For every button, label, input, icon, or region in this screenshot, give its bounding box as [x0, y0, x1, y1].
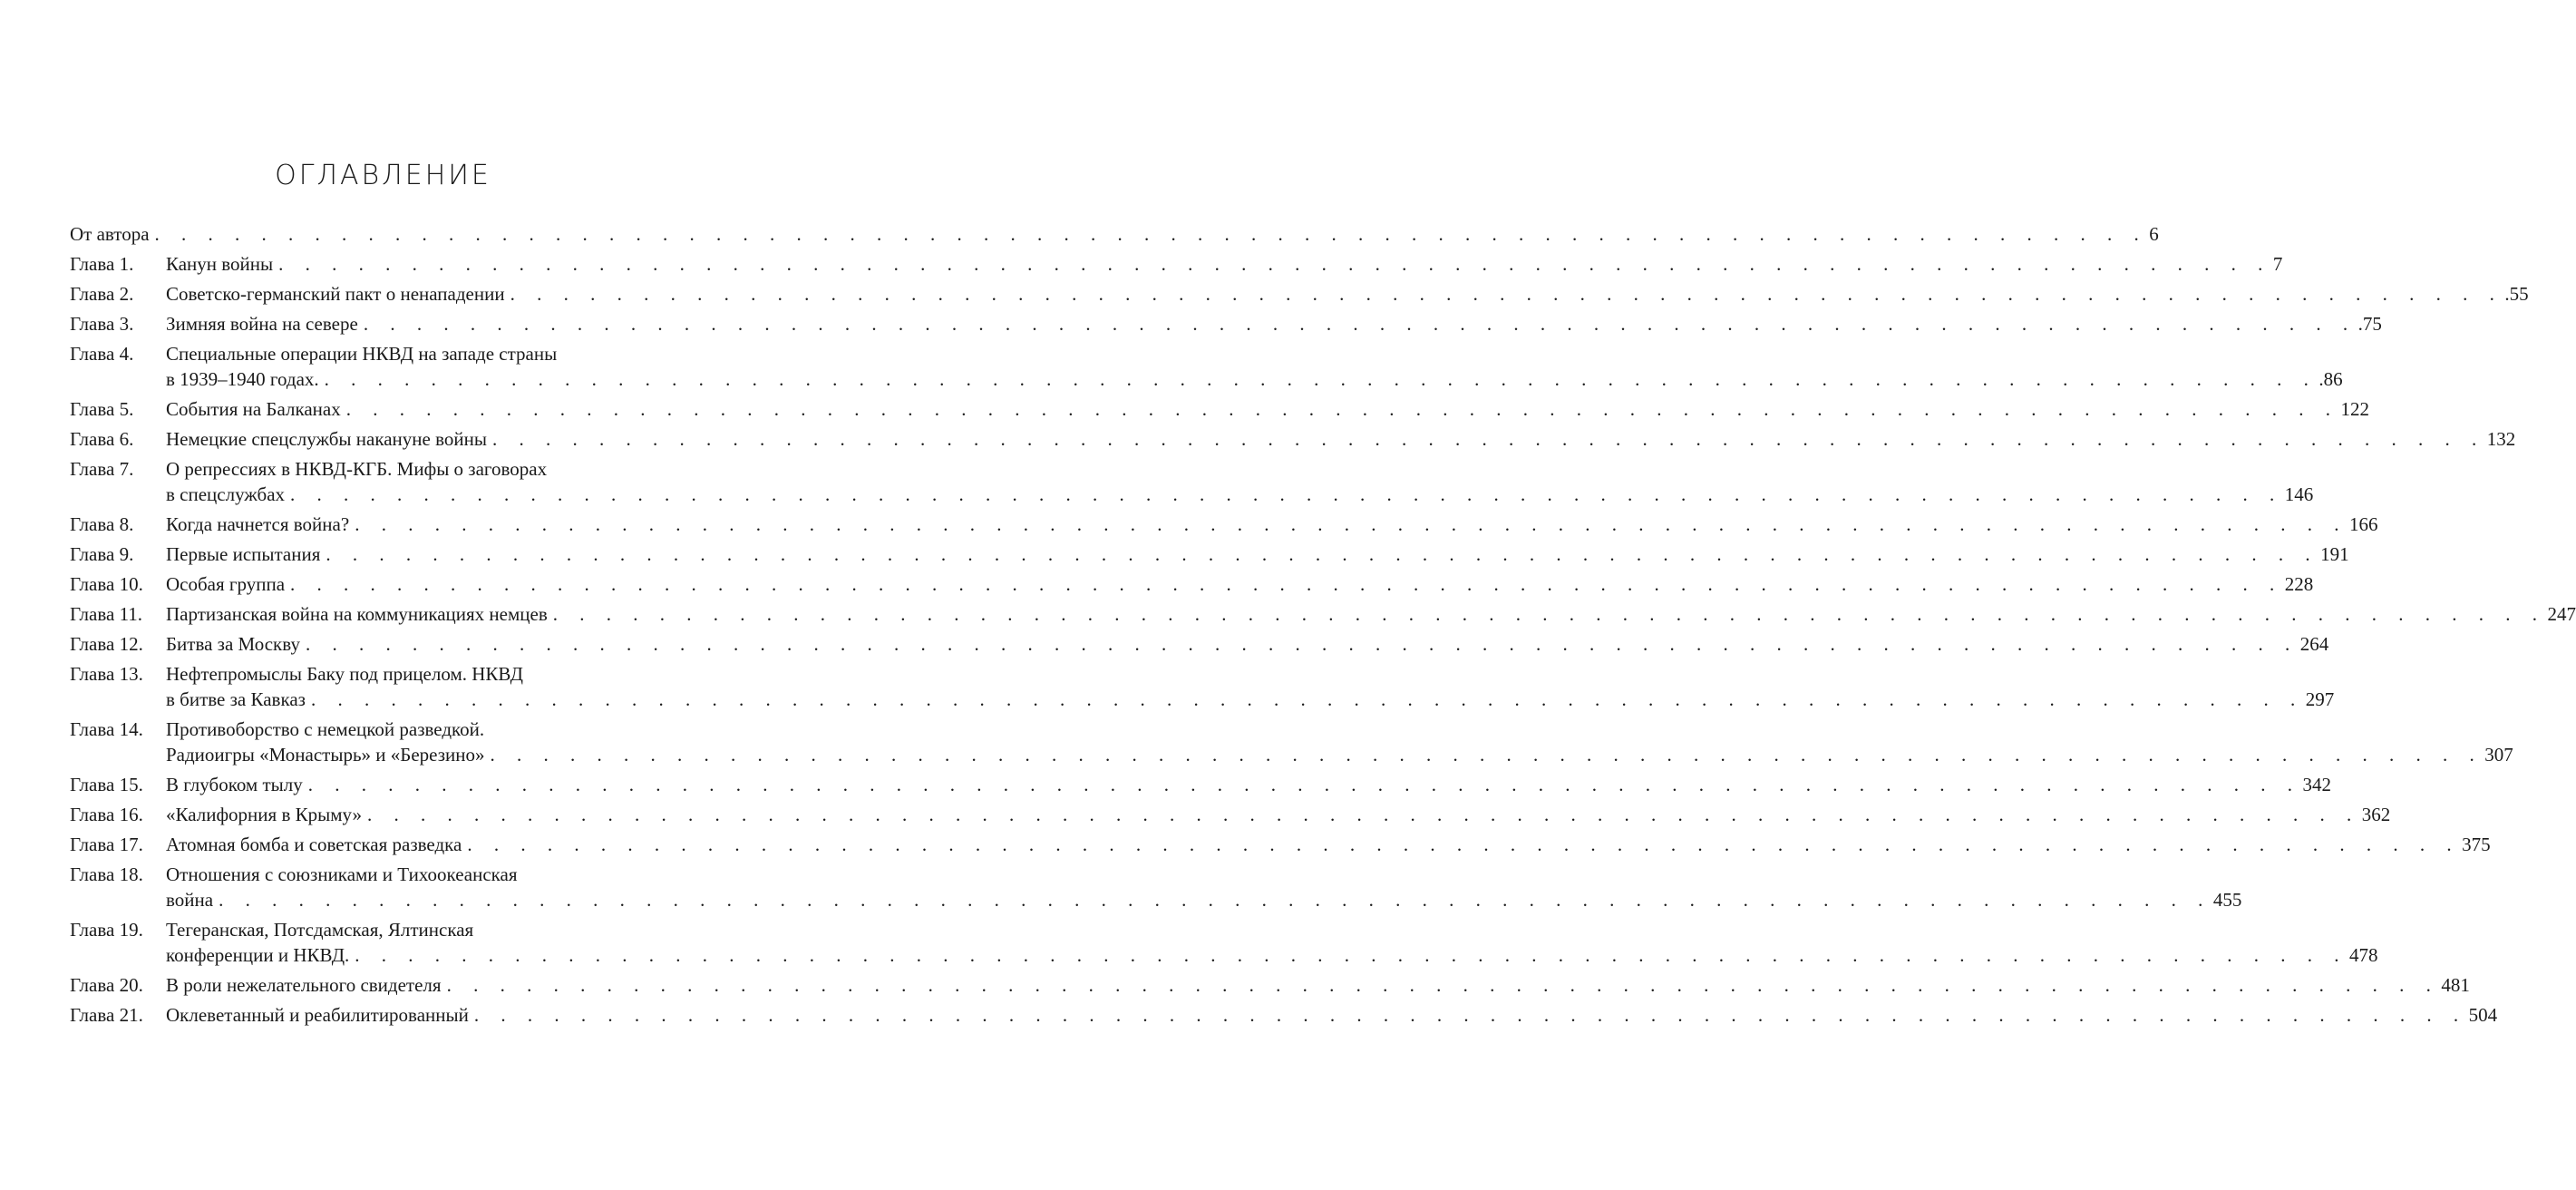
page-title: ОГЛАВЛЕНИЕ [275, 160, 491, 191]
dot-leader: . . . . . . . . . . . . . . . . . . . . . . . . . . . . . . . . . . . . . . . . . . . . . . . . . . . . . . . . . . . . . . . . . . . . . . . . . . . [552, 603, 2546, 625]
toc-entry[interactable] [70, 717, 2513, 767]
page-number: 191 [2320, 543, 2349, 565]
toc-entry-title [166, 1002, 2498, 1028]
toc-entry[interactable] [70, 341, 2343, 392]
title-line: Противоборство с немецкой разведкой. [166, 718, 485, 740]
chapter-number: Глава 7. [70, 458, 134, 480]
page-number: .55 [2504, 283, 2529, 305]
chapter-number: Глава 3. [70, 313, 134, 335]
title-line: От автора [70, 223, 150, 245]
toc-entry[interactable] [70, 251, 2283, 277]
toc-entry[interactable] [70, 512, 2378, 537]
title-line: Оклеветанный и реабилитированный [166, 1004, 469, 1026]
title-line: Когда начнется война? [166, 513, 350, 535]
dot-leader: . . . . . . . . . . . . . . . . . . . . . . . . . . . . . . . . . . . . . . . . . . . . . . . . . . . . . . . . . . . . . . . . . . . . . . . . . . . [290, 573, 2283, 595]
toc-entry-title [166, 661, 2335, 712]
title-last-line [166, 541, 2349, 567]
page-number: .86 [2318, 368, 2343, 390]
title-line: События на Балканах [166, 398, 341, 420]
toc-entry-title [166, 456, 2314, 507]
dot-leader: . . . . . . . . . . . . . . . . . . . . . . . . . . . . . . . . . . . . . . . . . . . . . . . . . . . . . . . . . . . . . . . . . . . . . . . . . . . [363, 313, 2357, 335]
title-last-line [166, 601, 2576, 627]
title-last-line [166, 972, 2470, 998]
page-number: 297 [2305, 688, 2335, 710]
title-last-line [166, 1002, 2498, 1028]
chapter-number: Глава 11. [70, 603, 143, 625]
chapter-number: Глава 5. [70, 398, 134, 420]
toc-entry[interactable] [70, 862, 2242, 912]
toc-entry-title [166, 832, 2491, 857]
dot-leader: . . . . . . . . . . . . . . . . . . . . . . . . . . . . . . . . . . . . . . . . . . . . . . . . . . . . . . . . . . . . . . . . . . . . . . . . . . . [473, 1004, 2467, 1026]
page-number: 478 [2349, 944, 2378, 966]
dot-leader: . . . . . . . . . . . . . . . . . . . . . . . . . . . . . . . . . . . . . . . . . . . . . . . . . . . . . . . . . . . . . . . . . . . . . . . . . . . [219, 889, 2211, 911]
toc-entry[interactable] [70, 832, 2491, 857]
page-number: 7 [2272, 253, 2283, 275]
chapter-number: Глава 9. [70, 543, 134, 565]
title-line: Канун войны [166, 253, 274, 275]
chapter-number: Глава 8. [70, 513, 134, 535]
toc-entry-title [166, 601, 2576, 627]
title-line: Партизанская война на коммуникациях немцев [166, 603, 548, 625]
title-line: Отношения с союзниками и Тихоокеанская [166, 863, 518, 885]
title-line: О репрессиях в НКВД-КГБ. Мифы о заговорах [166, 458, 548, 480]
page-number: 264 [2299, 633, 2329, 655]
title-line: в спецслужбах [166, 483, 286, 505]
chapter-number: Глава 15. [70, 774, 143, 795]
chapter-number: Глава 17. [70, 834, 143, 855]
page-number: 481 [2441, 974, 2470, 996]
chapter-number: Глава 13. [70, 663, 143, 685]
toc-entry-title [166, 862, 2242, 912]
dot-leader: . . . . . . . . . . . . . . . . . . . . . . . . . . . . . . . . . . . . . . . . . . . . . . . . . . . . . . . . . . . . . . . . . . . . . . . . . . . [345, 398, 2339, 420]
page-number: 307 [2484, 744, 2513, 766]
title-last-line [166, 631, 2329, 657]
toc-entry[interactable] [70, 396, 2369, 422]
dot-leader: . . . . . . . . . . . . . . . . . . . . . . . . . . . . . . . . . . . . . . . . . . . . . . . . . . . . . . . . . . . . . . . . . . . . . . . . . . . [355, 944, 2348, 966]
title-last-line [166, 832, 2491, 857]
toc-entry-title [166, 772, 2331, 797]
page-number: 146 [2284, 483, 2314, 505]
chapter-number: Глава 1. [70, 253, 134, 275]
chapter-number: Глава 2. [70, 283, 134, 305]
title-line: Советско-германский пакт о ненападении [166, 283, 505, 305]
dot-leader: . . . . . . . . . . . . . . . . . . . . . . . . . . . . . . . . . . . . . . . . . . . . . . . . . . . . . . . . . . . . . . . . . . . . . . . . . . . [326, 543, 2319, 565]
dot-leader: . . . . . . . . . . . . . . . . . . . . . . . . . . . . . . . . . . . . . . . . . . . . . . . . . . . . . . . . . . . . . . . . . . . . . . . . . . . [355, 513, 2348, 535]
page-number: 455 [2212, 889, 2242, 911]
title-last-line [166, 281, 2529, 307]
chapter-number: Глава 12. [70, 633, 143, 655]
title-last-line [166, 512, 2378, 537]
chapter-number: Глава 10. [70, 573, 143, 595]
chapter-number: Глава 20. [70, 974, 143, 996]
chapter-number: Глава 16. [70, 804, 143, 825]
toc-entry-title [166, 802, 2391, 827]
title-last-line [166, 802, 2391, 827]
title-last-line [166, 251, 2283, 277]
dot-leader: . . . . . . . . . . . . . . . . . . . . . . . . . . . . . . . . . . . . . . . . . . . . . . . . . . . . . . . . . . . . . . . . . . . . . . . . . . . [290, 483, 2283, 505]
dot-leader: . . . . . . . . . . . . . . . . . . . . . . . . . . . . . . . . . . . . . . . . . . . . . . . . . . . . . . . . . . . . . . . . . . . . . . . . . . . [467, 834, 2461, 855]
title-line: Радиоигры «Монастырь» и «Березино» [166, 744, 485, 766]
title-line: Немецкие спецслужбы накануне войны [166, 428, 487, 450]
toc-entry[interactable] [70, 541, 2349, 567]
toc-entry[interactable] [70, 601, 2576, 627]
chapter-number: Глава 14. [70, 718, 143, 740]
title-last-line [166, 742, 2513, 767]
page-number: 122 [2340, 398, 2369, 420]
toc-entry[interactable] [70, 772, 2331, 797]
title-last-line [166, 482, 2314, 507]
title-last-line [166, 772, 2331, 797]
page-number: 132 [2486, 428, 2516, 450]
table-of-contents [70, 221, 2576, 1032]
title-last-line [166, 887, 2242, 912]
toc-entry-title [166, 512, 2378, 537]
chapter-number: Глава 19. [70, 919, 143, 941]
toc-entry-title [166, 396, 2369, 422]
toc-entry[interactable] [70, 972, 2470, 998]
toc-entry[interactable] [70, 631, 2329, 657]
page-number: .75 [2357, 313, 2382, 335]
toc-entry[interactable] [70, 426, 2516, 452]
toc-entry[interactable] [70, 661, 2335, 712]
title-line: Первые испытания [166, 543, 321, 565]
title-last-line [166, 311, 2382, 337]
toc-entry-title [166, 311, 2382, 337]
dot-leader: . . . . . . . . . . . . . . . . . . . . . . . . . . . . . . . . . . . . . . . . . . . . . . . . . . . . . . . . . . . . . . . . . . . . . . . . . . . [154, 223, 2148, 245]
chapter-number: Глава 6. [70, 428, 134, 450]
title-line: Атомная бомба и советская разведка [166, 834, 462, 855]
title-line: «Калифорния в Крыму» [166, 804, 363, 825]
toc-entry[interactable] [70, 802, 2391, 827]
dot-leader: . . . . . . . . . . . . . . . . . . . . . . . . . . . . . . . . . . . . . . . . . . . . . . . . . . . . . . . . . . . . . . . . . . . . . . . . . . . [305, 633, 2299, 655]
dot-leader: . . . . . . . . . . . . . . . . . . . . . . . . . . . . . . . . . . . . . . . . . . . . . . . . . . . . . . . . . . . . . . . . . . . . . . . . . . . [367, 804, 2360, 825]
chapter-number: Глава 18. [70, 863, 143, 885]
title-last-line [166, 571, 2314, 597]
dot-leader: . . . . . . . . . . . . . . . . . . . . . . . . . . . . . . . . . . . . . . . . . . . . . . . . . . . . . . . . . . . . . . . . . . . . . . . . . . . [324, 368, 2318, 390]
title-line: Тегеранская, Потсдамская, Ялтинская [166, 919, 474, 941]
title-line: война [166, 889, 214, 911]
toc-entry-title [166, 251, 2283, 277]
toc-entry-title [166, 717, 2513, 767]
dot-leader: . . . . . . . . . . . . . . . . . . . . . . . . . . . . . . . . . . . . . . . . . . . . . . . . . . . . . . . . . . . . . . . . . . . . . . . . . . . [491, 428, 2485, 450]
title-last-line [166, 366, 2343, 392]
toc-entry[interactable] [70, 281, 2529, 307]
chapter-number: Глава 4. [70, 343, 134, 365]
dot-leader: . . . . . . . . . . . . . . . . . . . . . . . . . . . . . . . . . . . . . . . . . . . . . . . . . . . . . . . . . . . . . . . . . . . . . . . . . . . [490, 744, 2484, 766]
title-last-line [166, 426, 2516, 452]
title-last-line [70, 221, 2159, 247]
title-last-line [166, 942, 2378, 968]
page-number: 247 [2547, 603, 2576, 625]
page-number: 166 [2348, 513, 2378, 535]
title-line: конференции и НКВД. [166, 944, 350, 966]
title-line: В роли нежелательного свидетеля [166, 974, 442, 996]
page-number: 362 [2361, 804, 2391, 825]
toc-entry-title [166, 281, 2529, 307]
toc-entry-title [166, 341, 2343, 392]
page-number: 342 [2302, 774, 2331, 795]
toc-entry-title [166, 972, 2470, 998]
dot-leader: . . . . . . . . . . . . . . . . . . . . . . . . . . . . . . . . . . . . . . . . . . . . . . . . . . . . . . . . . . . . . . . . . . . . . . . . . . . [446, 974, 2440, 996]
title-last-line [166, 687, 2335, 712]
toc-entry[interactable] [70, 1002, 2498, 1028]
page-number: 375 [2462, 834, 2491, 855]
dot-leader: . . . . . . . . . . . . . . . . . . . . . . . . . . . . . . . . . . . . . . . . . . . . . . . . . . . . . . . . . . . . . . . . . . . . . . . . . . . [307, 774, 2301, 795]
dot-leader: . . . . . . . . . . . . . . . . . . . . . . . . . . . . . . . . . . . . . . . . . . . . . . . . . . . . . . . . . . . . . . . . . . . . . . . . . . . [278, 253, 2271, 275]
toc-entry[interactable] [70, 456, 2314, 507]
title-line: Особая группа [166, 573, 286, 595]
toc-entry[interactable] [70, 571, 2314, 597]
title-last-line [166, 396, 2369, 422]
chapter-number: Глава 21. [70, 1004, 143, 1026]
toc-entry[interactable] [70, 917, 2378, 968]
title-line: Специальные операции НКВД на западе страны [166, 343, 558, 365]
page-number: 6 [2149, 223, 2159, 245]
toc-entry-title [166, 541, 2349, 567]
dot-leader: . . . . . . . . . . . . . . . . . . . . . . . . . . . . . . . . . . . . . . . . . . . . . . . . . . . . . . . . . . . . . . . . . . . . . . . . . . . [310, 688, 2304, 710]
page-number: 504 [2468, 1004, 2498, 1026]
toc-entry-title [166, 631, 2329, 657]
toc-entry-title [166, 426, 2516, 452]
page-number: 228 [2284, 573, 2314, 595]
toc-entry[interactable] [70, 311, 2382, 337]
title-line: В глубоком тылу [166, 774, 303, 795]
title-line: Битва за Москву [166, 633, 300, 655]
toc-entry-title [166, 571, 2314, 597]
dot-leader: . . . . . . . . . . . . . . . . . . . . . . . . . . . . . . . . . . . . . . . . . . . . . . . . . . . . . . . . . . . . . . . . . . . . . . . . . . . [510, 283, 2503, 305]
toc-entry-title [166, 917, 2378, 968]
title-line: в битве за Кавказ [166, 688, 306, 710]
toc-entry[interactable] [70, 221, 2159, 247]
title-line: Нефтепромыслы Баку под прицелом. НКВД [166, 663, 523, 685]
title-line: Зимняя война на севере [166, 313, 358, 335]
title-line: в 1939–1940 годах. [166, 368, 319, 390]
toc-entry-title [70, 221, 2159, 247]
